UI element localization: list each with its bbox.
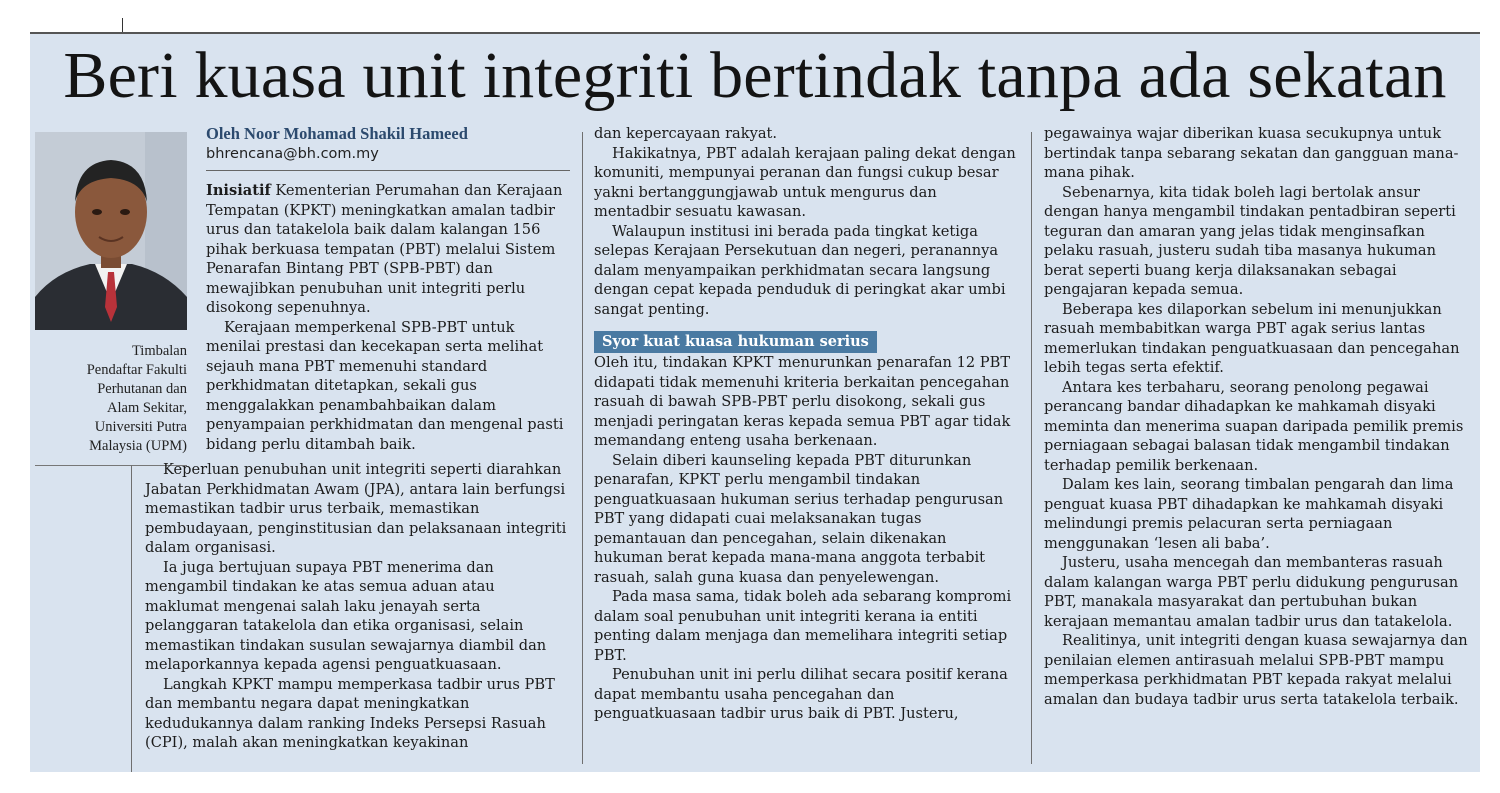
subheading: Syor kuat kuasa hukuman serius (594, 331, 877, 353)
author-email[interactable]: bhrencana@bh.com.my (206, 146, 379, 162)
paragraph: Keperluan penubuhan unit integriti seperti diarahkan Jabatan Perkhidmatan Awam (JPA), antara lain berfungsi memastikan tadbir urus terbaik, memastikan pembudayaan, penginstitusian dan pelaksanaan integriti dalam organisasi. (145, 461, 567, 556)
paragraph: Beberapa kes dilaporkan sebelum ini menunjukkan rasuah membabitkan warga PBT agak serius lantas memerlukan tindakan penguatkuasaan dan pencegahan lebih tegas serta efektif. (1044, 300, 1460, 376)
column-divider (1031, 132, 1032, 764)
caption-line: Alam Sekitar, (107, 400, 187, 416)
column-divider (582, 132, 583, 764)
paragraph: Oleh itu, tindakan KPKT menurunkan penarafan 12 PBT didapati tidak memenuhi kriteria berkaitan pencegahan rasuah di bawah SPB-PBT perlu disokong, sekali gus menjadi peringatan keras kepada semua PBT agar tidak memandang enteng usaha berkenaan. (594, 354, 1011, 449)
paragraph: Walaupun institusi ini berada pada tingkat ketiga selepas Kerajaan Persekutuan dan negeri, peranannya dalam menyampaikan perkhidmatan secara langsung dengan cepat kepada penduduk di peringkat akar umbi sangat penting. (594, 222, 1006, 318)
top-rule (30, 32, 1480, 34)
column-3 (1044, 124, 1468, 709)
caption-line: Pendaftar Fakulti (86, 362, 187, 378)
paragraph: Penubuhan unit ini perlu dilihat secara positif kerana dapat membantu usaha pencegahan dan penguatkuasaan tadbir urus baik di PBT. Justeru, (594, 666, 1008, 722)
paragraph: Realitinya, unit integriti dengan kuasa sewajarnya dan penilaian elemen antirasuah melalui SPB-PBT mampu memperkasa perkhidmatan PBT kepada rakyat melalui amalan dan budaya tadbir urus serta tatakelola terbaik. (1044, 632, 1468, 708)
paragraph: dan kepercayaan rakyat. (594, 125, 778, 142)
paragraph: Dalam kes lain, seorang timbalan pengarah dan lima penguat kuasa PBT dihadapkan ke mahkamah disyaki melindungi premis pelacuran serta perniagaan menggunakan ‘lesen ali baba’. (1044, 476, 1454, 552)
paragraph (206, 181, 570, 318)
caption-line: Perhutanan dan (97, 381, 187, 397)
caption-line: Timbalan (131, 343, 187, 359)
author-divider (206, 170, 570, 171)
column-1-bottom (145, 460, 570, 753)
paragraph: Kerajaan memperkenal SPB-PBT untuk menilai prestasi dan kecekapan serta melihat sejauh mana PBT memenuhi standard perkhidmatan ditetapkan, sekali gus menggalakkan penambahbaikan dalam penyampaian perkhidmatan dan mengenal pasti bidang perlu ditambah baik. (206, 318, 564, 453)
author-photo (35, 132, 187, 330)
author-portrait-icon (35, 132, 187, 330)
crop-mark (122, 18, 123, 32)
caption-line: Malaysia (UPM) (89, 438, 187, 454)
paragraph: Sebenarnya, kita tidak boleh lagi bertolak ansur dengan hanya mengambil tindakan pentadbiran seperti teguran dan amaran yang jelas tidak menginsafkan pelaku rasuah, justeru sudah tiba masanya hukuman berat seperti buang kerja dilaksanakan sebagai pengajaran kepada semua. (1044, 183, 1456, 298)
paragraph: Hakikatnya, PBT adalah kerajaan paling dekat dengan komuniti, mempunyai peranan dan fungsi cukup besar yakni bertanggungjawab untuk mengurus dan mentadbir sesuatu kawasan. (594, 144, 1016, 220)
paragraph: pegawainya wajar diberikan kuasa secukupnya untuk bertindak tanpa sebarang sekatan dan gangguan mana-mana pihak. (1044, 125, 1459, 181)
paragraph: Antara kes terbaharu, seorang penolong pegawai perancang bandar dihadapkan ke mahkamah disyaki meminta dan menerima suapan daripada pemilik premis perniagaan sebagai balasan tidak mengambil tindakan terhadap pemilik berkenaan. (1044, 378, 1464, 474)
column-2 (594, 124, 1018, 724)
caption-line: Universiti Putra (94, 419, 187, 435)
paragraph: Selain diberi kaunseling kepada PBT diturunkan penarafan, KPKT perlu mengambil tindakan penguatkuasaan hukuman serius terhadap pengurusan PBT yang didapati cuai melaksanakan tugas pemantauan dan pencegahan, selain dikenakan hukuman berat kepada mana-mana anggota terbabit rasuah, salah guna kuasa dan penyelewengan. (594, 451, 1004, 586)
paragraph: Justeru, usaha mencegah dan membanteras rasuah dalam kalangan warga PBT perlu didukung pengurusan PBT, manakala masyarakat dan pertubuhan bukan kerajaan memantau amalan tadbir urus dan tatakelola. (1044, 554, 1459, 630)
column-1-top (206, 124, 570, 454)
column-divider (131, 465, 132, 772)
photo-caption (35, 342, 187, 456)
lead-word: Inisiatif (206, 182, 271, 199)
paragraph: Ia juga bertujuan supaya PBT menerima dan mengambil tindakan ke atas semua aduan atau maklumat mengenai salah laku jenayah serta pelanggaran tatakelola dan etika organisasi, selain memastikan tindakan susulan sewajarnya diambil dan melaporkannya kepada agensi penguatkuasaan. (145, 558, 547, 673)
paragraph: Pada masa sama, tidak boleh ada sebarang kompromi dalam soal penubuhan unit integriti kerana ia entiti penting dalam menjaga dan memelihara integriti setiap PBT. (594, 588, 1012, 664)
author-name: Oleh Noor Mohamad Shakil Hameed (206, 124, 468, 143)
paragraph-text: Kementerian Perumahan dan Kerajaan Tempatan (KPKT) meningkatkan amalan tadbir urus dan tatakelola baik dalam kalangan 156 pihak berkuasa tempatan (PBT) melalui Sistem Penarafan Bintang PBT (SPB-PBT) dan mewajibkan penubuhan unit integriti perlu disokong sepenuhnya. (206, 182, 563, 316)
headline: Beri kuasa unit integriti bertindak tanpa ada sekatan (63, 39, 1447, 112)
paragraph: Langkah KPKT mampu memperkasa tadbir urus PBT dan membantu negara dapat meningkatkan kedudukannya dalam ranking Indeks Persepsi Rasuah (CPI), malah akan meningkatkan keyakinan (145, 675, 555, 751)
